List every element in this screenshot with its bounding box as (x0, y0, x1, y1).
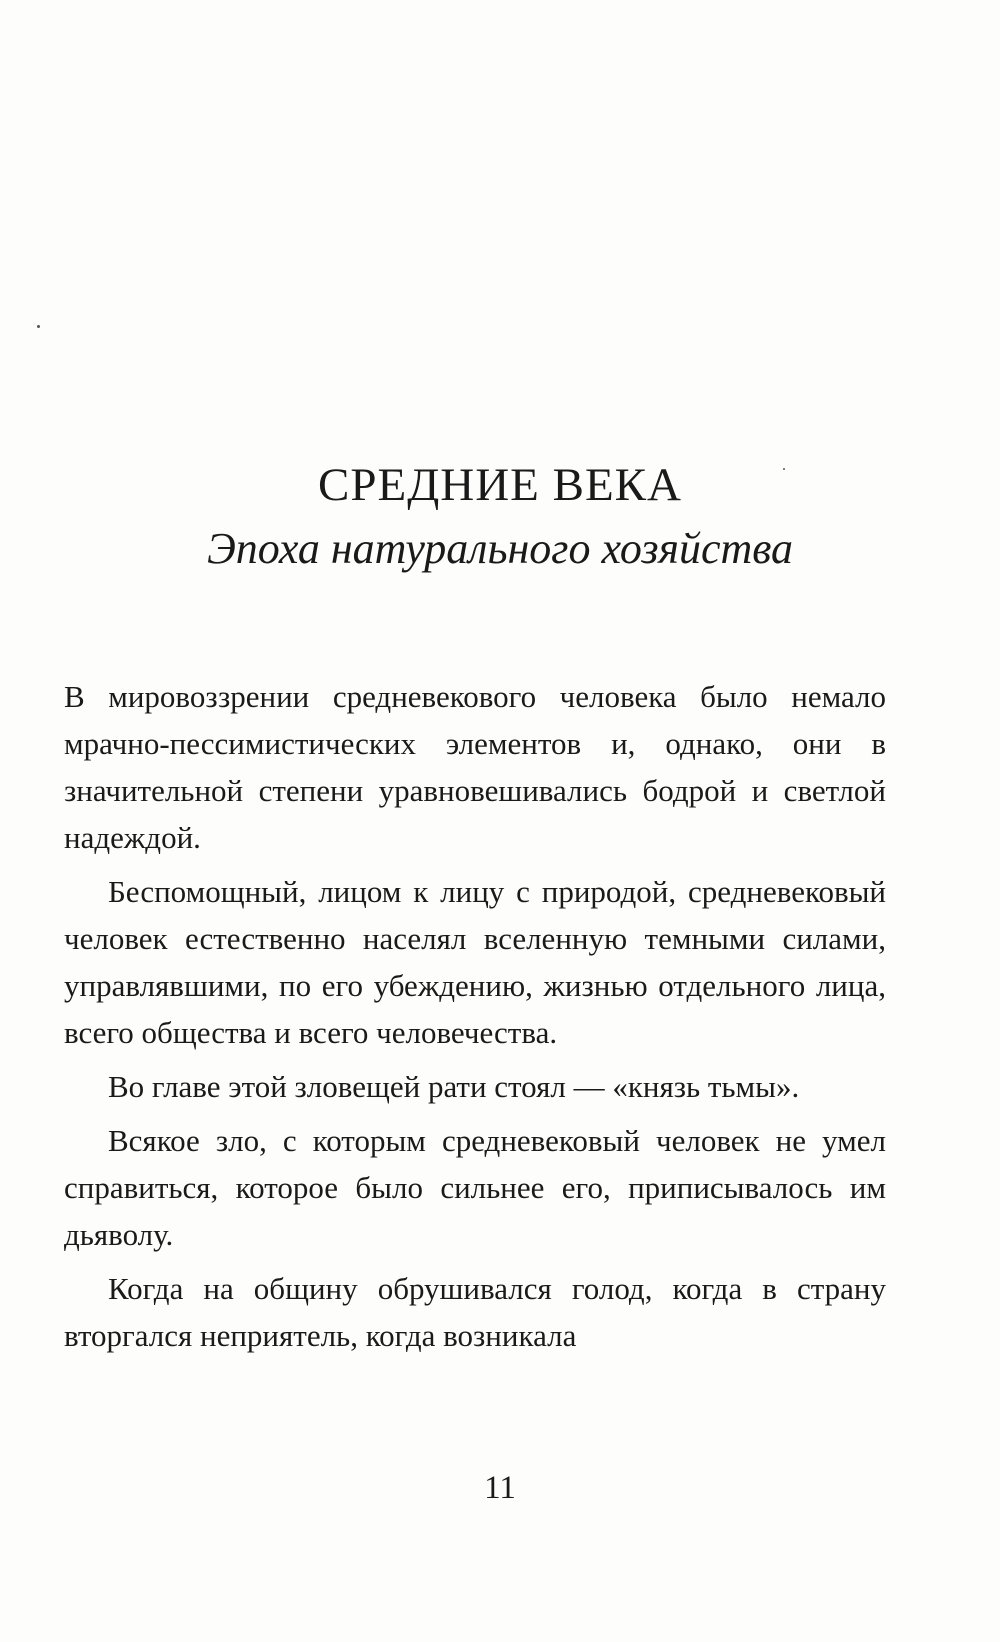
paragraph: Беспомощный, лицом к лицу с природой, средневековый человек естественно населял вселенную темными силами, управлявшими, по его убеждению, жизнью отдельного лица, всего общества и всего человечества. (64, 874, 886, 1050)
body-text (64, 673, 886, 1366)
page-number: 11 (484, 1470, 516, 1506)
paragraph: Когда на общину обрушивался голод, когда в страну вторгался неприятель, когда возникала (64, 1271, 886, 1353)
scan-speck (37, 325, 40, 328)
paragraph: В мировоззрении средневекового человека было немало мрачно-пессимистических элементов и, однако, они в значительной степени уравновешивались бодрой и светлой надеждой. (64, 679, 886, 855)
paragraph: Всякое зло, с которым средневековый человек не умел справиться, которое было сильнее его, приписывалось им дьяволу. (64, 1123, 886, 1252)
chapter-title: СРЕДНИЕ ВЕКА (318, 459, 682, 511)
paragraph: Во главе этой зловещей рати стоял — «князь тьмы». (108, 1069, 800, 1104)
chapter-subtitle: Эпоха натурального хозяйства (206, 524, 794, 573)
